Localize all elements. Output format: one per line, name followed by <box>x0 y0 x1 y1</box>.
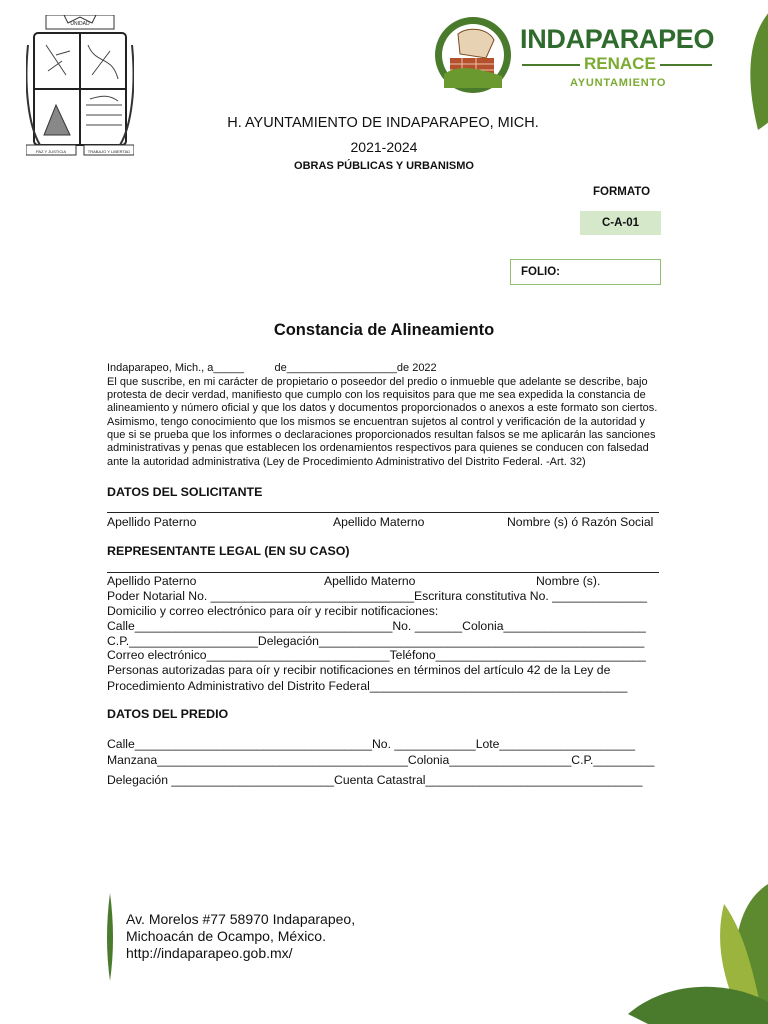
logo-emblem-icon <box>428 14 518 96</box>
solicitante-apellido-paterno-label: Apellido Paterno <box>107 515 197 529</box>
section-predio-heading: DATOS DEL PREDIO <box>107 707 229 721</box>
logo-title: INDAPARAPEO <box>520 24 715 54</box>
solicitante-signature-line[interactable] <box>107 512 659 513</box>
solicitante-apellido-materno-label: Apellido Materno <box>333 515 425 529</box>
section-representante-heading: REPRESENTANTE LEGAL (EN SU CASO) <box>107 544 350 558</box>
decorative-leaves-bottom <box>628 884 768 1024</box>
logo-tag: AYUNTAMIENTO <box>570 77 667 89</box>
intro-line: Asimismo, tengo conocimiento que los mismos se encuentran sujetos al control y verificación de la autoridad y <box>107 416 646 428</box>
formato-label: FORMATO <box>593 186 651 198</box>
predio-manzana-field[interactable]: Manzana_____________________________________Colonia__________________C.P._________ <box>107 753 655 767</box>
poder-notarial-field[interactable]: Poder Notarial No. ______________________________Escritura constitutiva No. ______________ <box>107 589 648 603</box>
formato-code-box <box>580 211 661 235</box>
page-title: H. AYUNTAMIENTO DE INDAPARAPEO, MICH. <box>227 115 539 131</box>
logo-subtitle: RENACE <box>580 54 660 74</box>
intro-line: administrativas y penas que establecen los ordenamientos respectivos para quienes se conducen con falsedad <box>107 442 649 454</box>
domicilio-label: Domicilio y correo electrónico para oír y recibir notificaciones: <box>107 604 439 618</box>
procedimiento-field[interactable]: Procedimiento Administrativo del Distrito Federal______________________________________ <box>107 679 628 693</box>
calle-field[interactable]: Calle______________________________________No. _______Colonia_____________________ <box>107 619 646 633</box>
intro-line: que si se prueba que los informes o declaraciones proporcionados resultan falsos se me aplicarán las sanciones <box>107 429 656 441</box>
intro-line: El que suscribe, en mi carácter de propietario o poseedor del predio o inmueble que adelante se describe, bajo <box>107 376 648 388</box>
svg-text:TRABAJO Y LIBERTAD: TRABAJO Y LIBERTAD <box>87 149 131 154</box>
solicitante-nombre-label: Nombre (s) ó Razón Social <box>507 515 654 529</box>
folio-label: FOLIO: <box>521 266 560 278</box>
footer-accent-bar <box>106 893 114 981</box>
predio-delegacion-field[interactable]: Delegación ________________________Cuenta Catastral________________________________ <box>107 773 643 787</box>
representante-apellido-paterno-label: Apellido Paterno <box>107 574 197 588</box>
department: OBRAS PÚBLICAS Y URBANISMO <box>294 160 474 172</box>
representante-nombre-label: Nombre (s). <box>536 574 601 588</box>
svg-text:PAZ Y JUSTICIA: PAZ Y JUSTICIA <box>35 149 67 154</box>
section-solicitante-heading: DATOS DEL SOLICITANTE <box>107 485 263 499</box>
intro-line: ante la autoridad administrativa (Ley de Procedimiento Administrativo del Distrito Federal. -Art. 32) <box>107 456 586 468</box>
representante-apellido-materno-label: Apellido Materno <box>324 574 416 588</box>
footer-address-line1: Av. Morelos #77 58970 Indaparapeo, <box>126 911 356 927</box>
indaparapeo-logo <box>428 14 728 96</box>
intro-line: protesta de decir verdad, manifiesto que cumplo con los requisitos para que me sea expedida la constancia de <box>107 389 646 401</box>
representante-name-line[interactable] <box>107 572 659 573</box>
personas-autorizadas-label: Personas autorizadas para oír y recibir notificaciones en términos del artículo 42 de la Ley de <box>107 663 611 677</box>
intro-line: alineamiento y número oficial y que los datos y documentos proporcionados o anexos a este formato son ciertos. <box>107 402 658 414</box>
correo-field[interactable]: Correo electrónico___________________________Teléfono_______________________________ <box>107 648 646 662</box>
intro-line: Indaparapeo, Mich., a_____ de__________________de 2022 <box>107 362 437 374</box>
period: 2021-2024 <box>350 139 418 155</box>
footer-website-link[interactable]: http://indaparapeo.gob.mx/ <box>126 945 293 961</box>
footer-address-line2: Michoacán de Ocampo, México. <box>126 928 326 944</box>
formato-code: C-A-01 <box>601 217 640 229</box>
predio-calle-field[interactable]: Calle___________________________________No. ____________Lote____________________ <box>107 737 635 751</box>
cp-field[interactable]: C.P.___________________Delegación________________________________________________ <box>107 634 645 648</box>
svg-text:UNIDAD: UNIDAD <box>70 21 90 27</box>
folio-field[interactable] <box>510 259 661 285</box>
document-title: Constancia de Alineamiento <box>273 321 495 339</box>
